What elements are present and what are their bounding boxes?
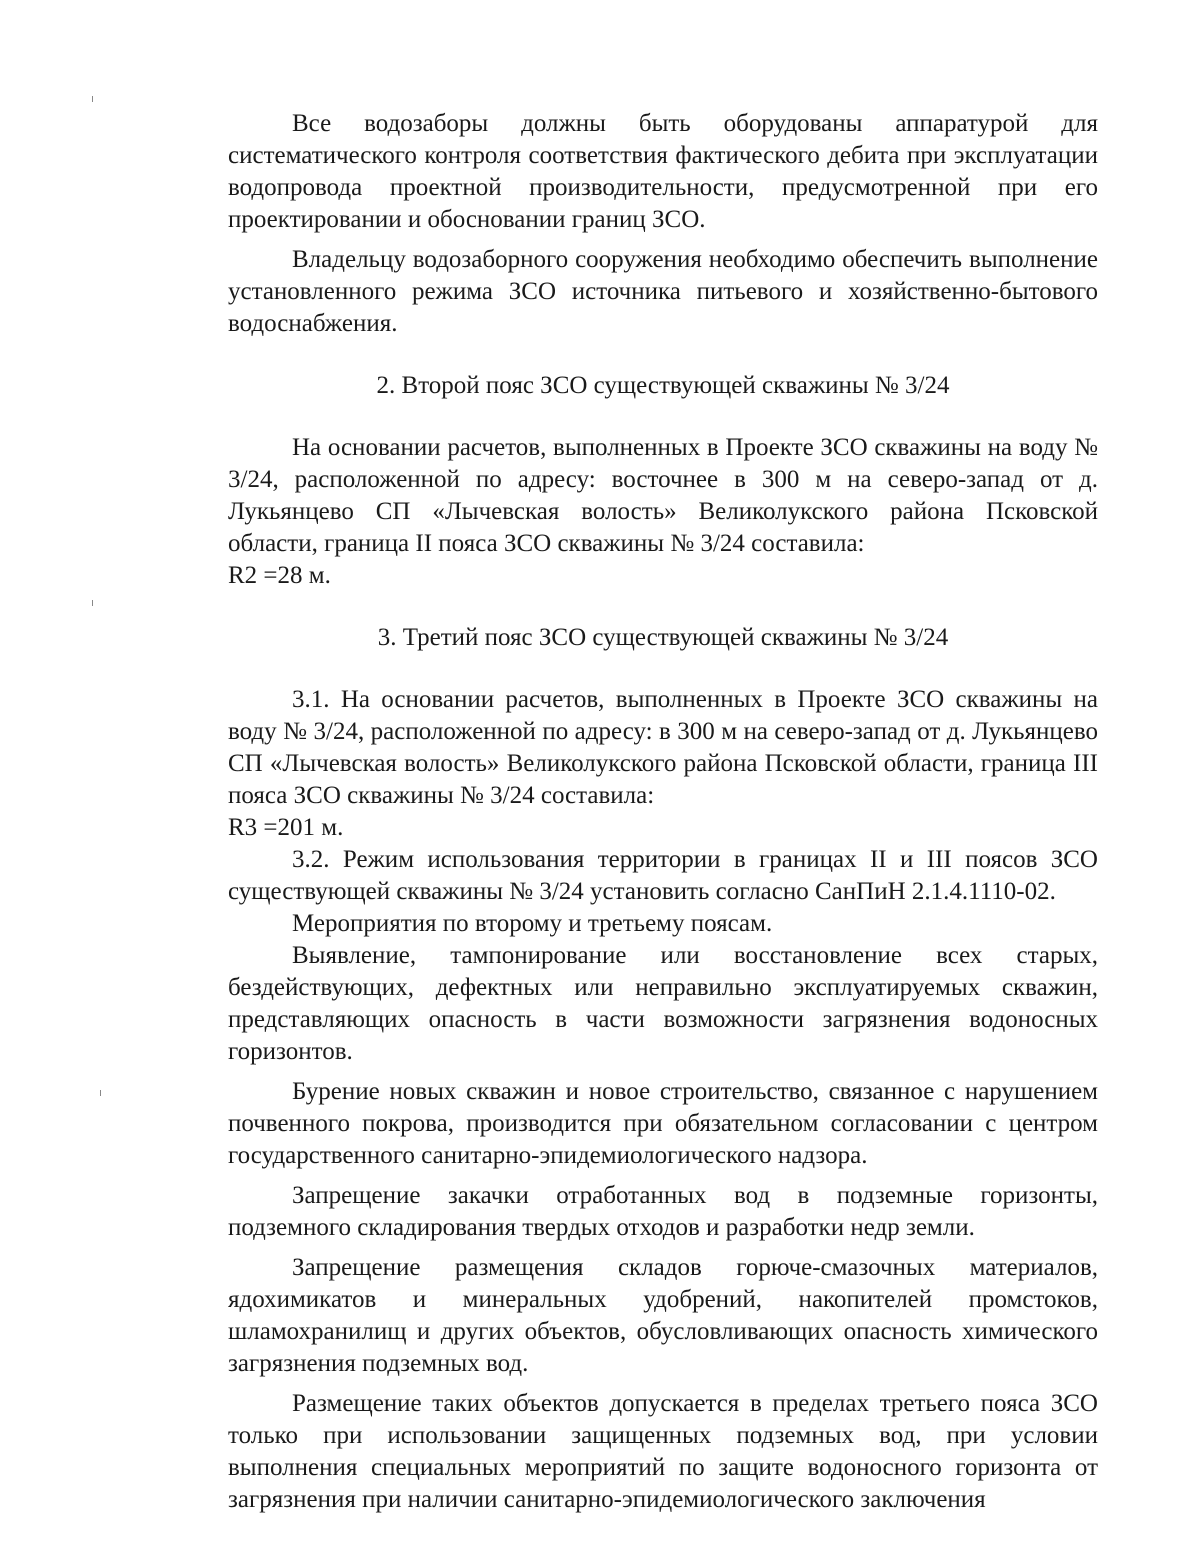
- section-3-paragraph-1: 3.1. На основании расчетов, выполненных в Проекте ЗСО скважины на воду № 3/24, расположенной по адресу: в 300 м на северо-запад от д. Лукьянцево СП «Лычевская волость» Великолукского района Псковской области, граница III пояса ЗСО скважины № 3/24 составила:: [228, 686, 1098, 809]
- scan-speck: [92, 96, 93, 102]
- measures-title: Мероприятия по второму и третьему поясам.: [292, 910, 773, 937]
- measure-item: Размещение таких объектов допускается в пределах третьего пояса ЗСО только при использовании защищенных подземных вод, при условии выполнения специальных мероприятий по защите водоносного горизонта от загрязнения при наличии санитарно-эпидемиологического заключения: [228, 1390, 1098, 1513]
- intro-paragraph-1: Все водозаборы должны быть оборудованы аппаратурой для систематического контроля соответствия фактического дебита при эксплуатации водопровода проектной производительности, предусмотренной при его проектировании и обосновании границ ЗСО.: [228, 110, 1098, 233]
- intro-paragraph-2: Владельцу водозаборного сооружения необходимо обеспечить выполнение установленного режима ЗСО источника питьевого и хозяйственно-бытового водоснабжения.: [228, 246, 1098, 337]
- section-2-result: R2 =28 м.: [228, 562, 331, 589]
- section-2-heading: 2. Второй пояс ЗСО существующей скважины № 3/24: [376, 372, 950, 399]
- section-3-heading: 3. Третий пояс ЗСО существующей скважины № 3/24: [377, 624, 949, 651]
- section-3-paragraph-2: 3.2. Режим использования территории в границах II и III поясов ЗСО существующей скважины № 3/24 установить согласно СанПиН 2.1.4.1110-02.: [228, 846, 1098, 905]
- measure-item: Запрещение размещения складов горюче-смазочных материалов, ядохимикатов и минеральных удобрений, накопителей промстоков, шламохранилищ и других объектов, обусловливающих опасность химического загрязнения подземных вод.: [228, 1254, 1098, 1377]
- scan-speck: [92, 600, 93, 606]
- measure-item: Запрещение закачки отработанных вод в подземные горизонты, подземного складирования твердых отходов и разработки недр земли.: [228, 1182, 1098, 1241]
- section-3-result: R3 =201 м.: [228, 814, 344, 841]
- section-2-paragraph: На основании расчетов, выполненных в Проекте ЗСО скважины на воду № 3/24, расположенной по адресу: восточнее в 300 м на северо-запад от д. Лукьянцево СП «Лычевская волость» Великолукского района Псковской области, граница II пояса ЗСО скважины № 3/24 составила:: [228, 434, 1098, 557]
- document-page: [228, 108, 1098, 1516]
- measure-item: Бурение новых скважин и новое строительство, связанное с нарушением почвенного покрова, производится при обязательном согласовании с центром государственного санитарно-эпидемиологического надзора.: [228, 1078, 1098, 1169]
- scan-speck: [100, 1090, 101, 1096]
- measure-item: Выявление, тампонирование или восстановление всех старых, бездействующих, дефектных или неправильно эксплуатируемых скважин, представляющих опасность в части возможности загрязнения водоносных горизонтов.: [228, 942, 1098, 1065]
